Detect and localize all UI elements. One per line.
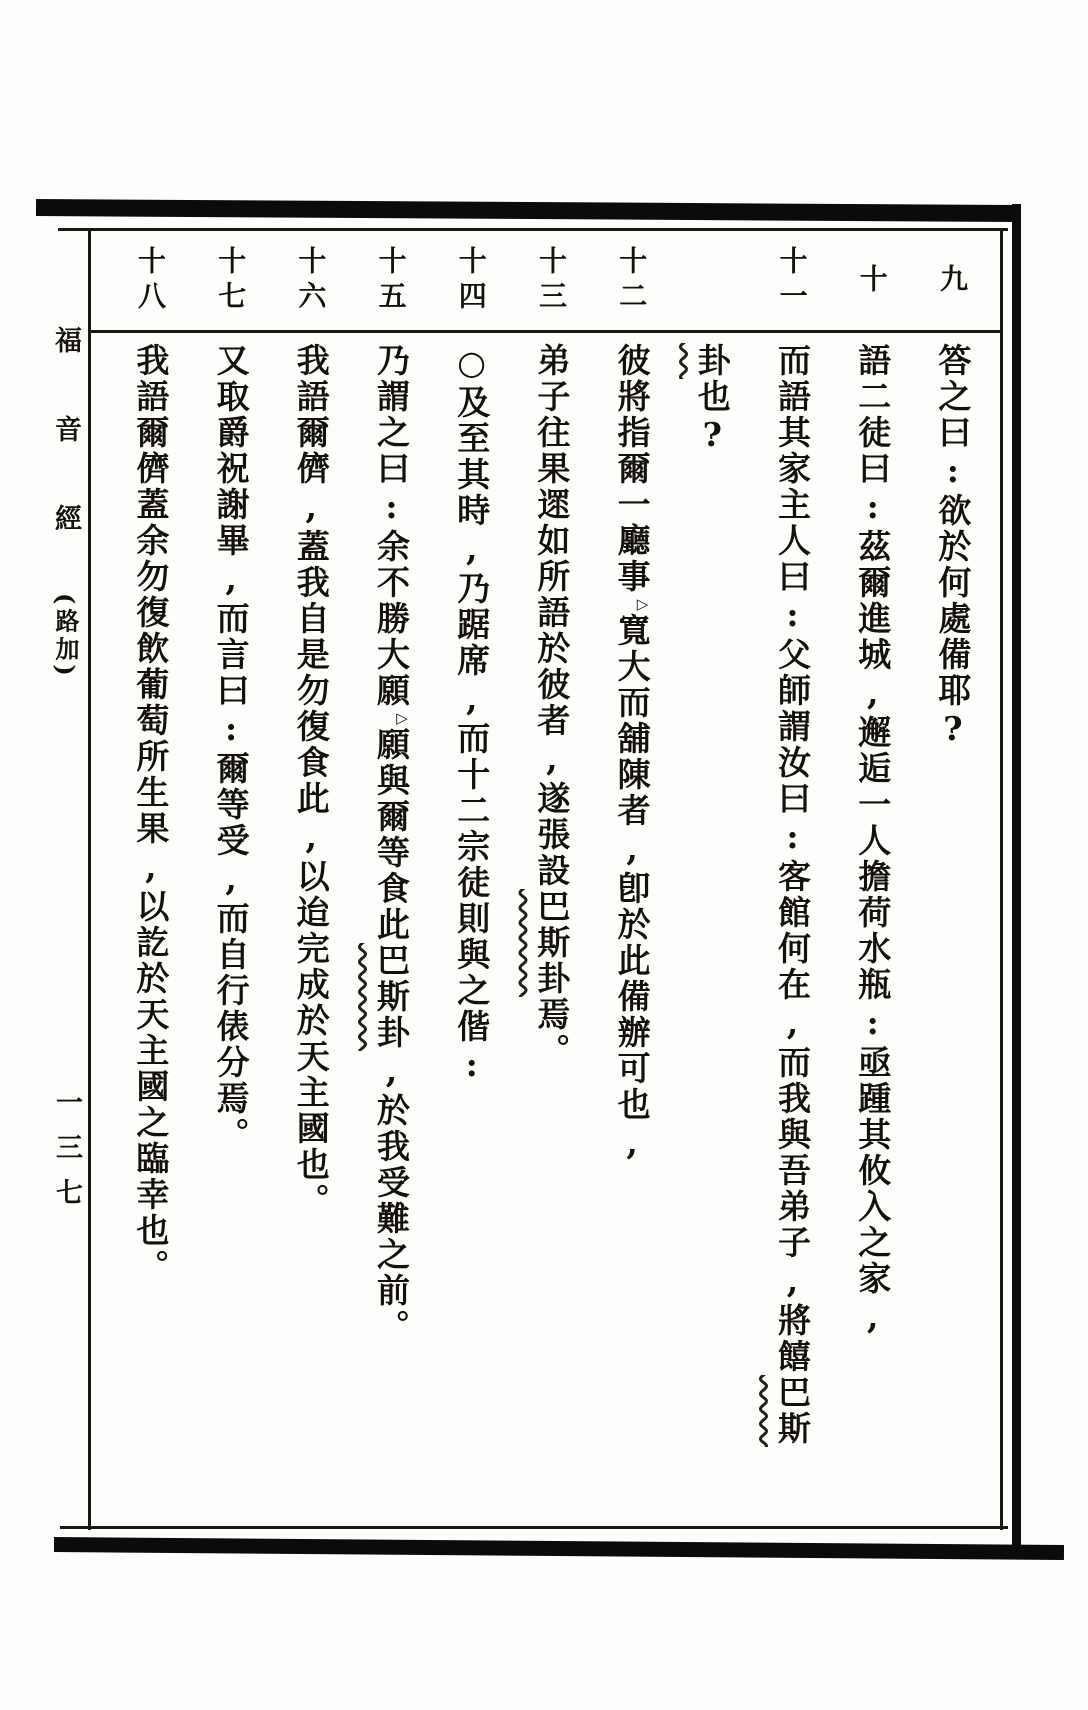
right-border-thin xyxy=(1000,228,1003,1530)
text-segment: 我語爾儕蓋余勿復飲葡萄所生果,以訖於天主國之臨幸也。 xyxy=(131,343,171,1285)
verse-column xyxy=(832,232,912,1339)
text-segment: 也? xyxy=(692,379,732,457)
verse-text xyxy=(845,343,898,1339)
right-border-thick xyxy=(1012,204,1021,1554)
verse-column xyxy=(671,232,751,457)
text-segment: 願與爾等食此 xyxy=(371,727,411,943)
verse-column xyxy=(270,232,350,1219)
verse-text xyxy=(364,343,417,1345)
text-segment: 又取爵祝謝畢,而言曰:爾等受,而自行俵分焉。 xyxy=(211,343,251,1153)
verse-text xyxy=(926,343,979,751)
verse-number: 十七 xyxy=(214,246,248,316)
verse-number: 十六 xyxy=(294,246,328,316)
verse-number: 十 xyxy=(855,263,889,299)
proper-noun-marked-text: 卦 xyxy=(692,343,732,379)
verse-number: 十五 xyxy=(374,246,408,316)
verse-column xyxy=(190,232,270,1153)
verse-number: 十三 xyxy=(535,246,568,316)
text-segment: 我語爾儕,蓋我自是勿復食此,以迨完成於天主國也。 xyxy=(291,343,331,1219)
margin-label xyxy=(36,326,80,680)
verse-text xyxy=(204,343,257,1153)
proper-noun-marked-text: 巴斯卦 xyxy=(532,889,572,997)
verse-number: 十二 xyxy=(615,246,649,316)
left-border xyxy=(88,228,91,1530)
text-segment: 答之曰:欲於何處備耶? xyxy=(933,343,973,751)
book-title: 福音經 xyxy=(50,326,81,593)
annotation-triangle-mark: ▷ xyxy=(392,709,411,727)
verse-column xyxy=(431,232,511,1087)
verse-text xyxy=(685,343,738,457)
bottom-border-thin xyxy=(60,1526,1008,1529)
text-segment: 彼將指爾一廳事 xyxy=(612,343,652,595)
text-segment: ○及至其時,乃踞席,而十二宗徒則與之偕: xyxy=(452,343,492,1087)
verse-text xyxy=(525,343,578,1069)
verse-column xyxy=(351,232,431,1345)
verse-number: 十一 xyxy=(775,246,809,316)
verse-number: 九 xyxy=(936,263,969,299)
verse-number: 十八 xyxy=(134,246,167,316)
volume-label: (路加) xyxy=(51,593,80,680)
text-segment: 乃謂之曰:余不勝大願 xyxy=(371,343,411,709)
page-number: 一三七 xyxy=(51,1088,82,1223)
text-segment: ,於我受難之前。 xyxy=(371,1051,411,1345)
verse-column xyxy=(110,232,190,1285)
text-segment: 語二徒曰:茲爾進城,邂逅一人擔荷水瓶:亟踵其攸入之家, xyxy=(853,343,893,1339)
verse-text xyxy=(444,343,497,1087)
bottom-border-thick xyxy=(54,1537,1064,1560)
verse-text xyxy=(124,343,177,1285)
verse-text xyxy=(765,343,818,1447)
verse-text xyxy=(284,343,337,1219)
verse-column xyxy=(591,232,671,1165)
verse-text xyxy=(605,343,658,1165)
top-border-thin xyxy=(58,228,1008,231)
proper-noun-marked-text: 巴斯 xyxy=(772,1375,812,1447)
text-segment: 弟子往果遝如所語於彼者,遂張設 xyxy=(532,343,572,889)
top-border-thick xyxy=(36,199,1014,222)
text-segment: 焉。 xyxy=(532,997,572,1069)
verse-column xyxy=(511,232,591,1069)
proper-noun-marked-text: 巴斯卦 xyxy=(371,943,411,1051)
text-segment: 而語其家主人曰:父師謂汝曰:客館何在,而我與吾弟子,將饎 xyxy=(772,343,812,1375)
verse-number: 十四 xyxy=(454,246,488,316)
verse-column xyxy=(912,232,992,751)
verse-column xyxy=(752,232,832,1447)
annotation-triangle-mark: ▷ xyxy=(633,595,652,613)
text-segment: 寬大而舖陳者,卽於此備辦可也, xyxy=(612,613,652,1165)
